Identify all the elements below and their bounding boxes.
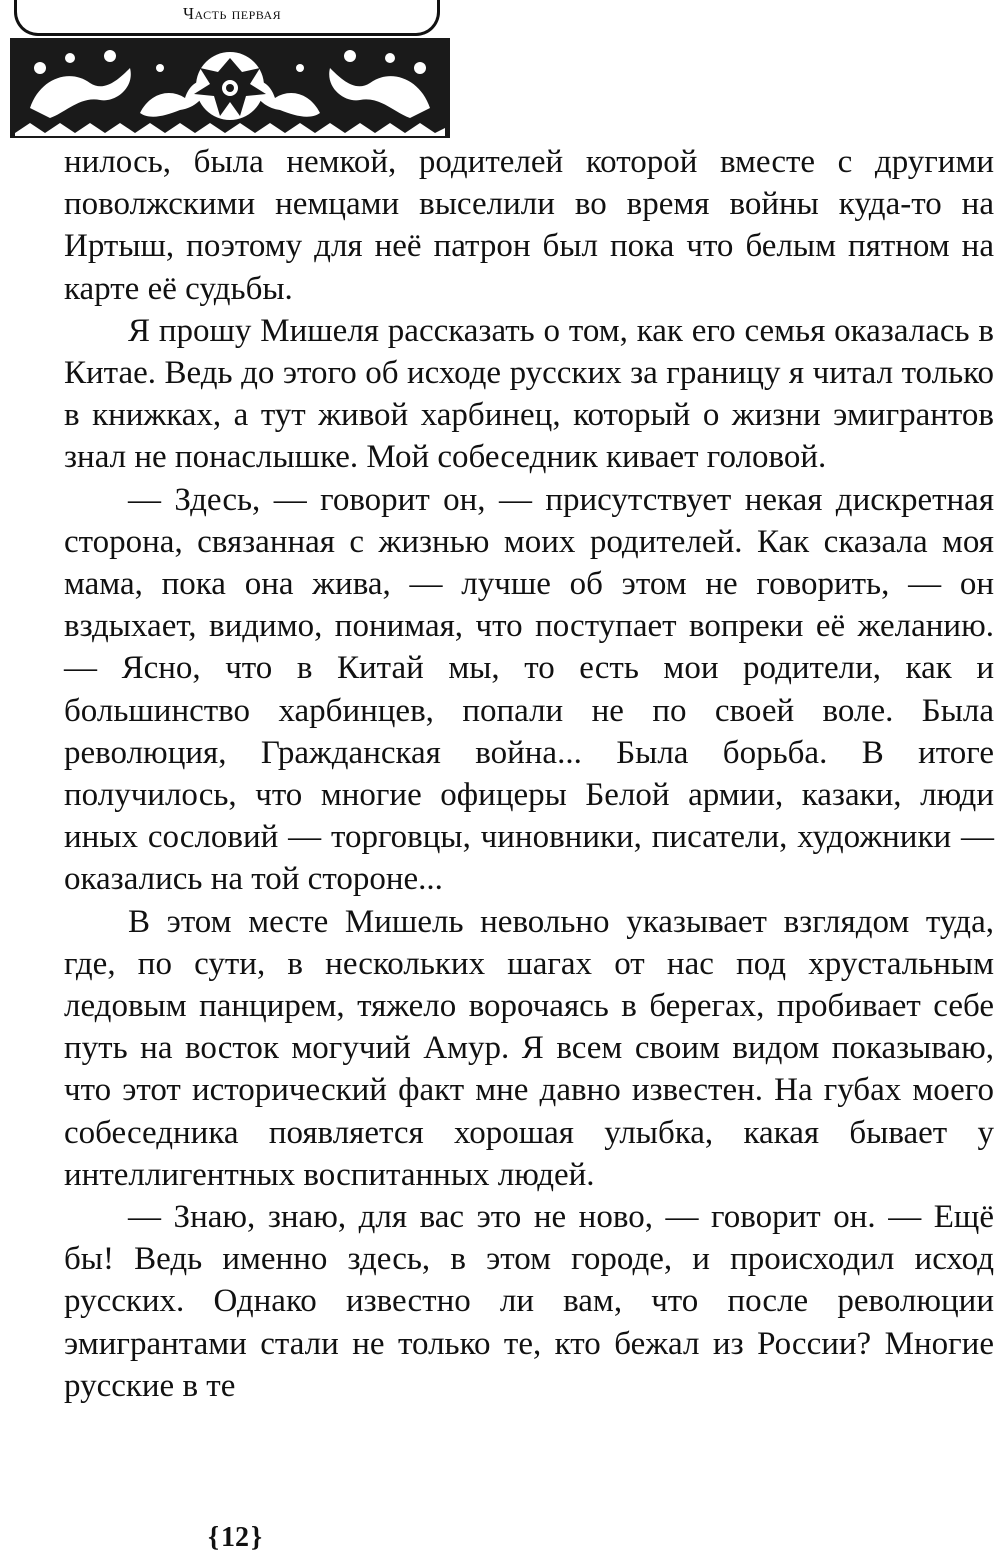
dragons-eagle-ornament <box>10 38 450 138</box>
section-title: Часть первая <box>183 4 282 23</box>
paragraph: Я прошу Мишеля рассказать о том, как его семья оказалась в Китае. Ведь до этого об исходе русских за границу я читал только в книжках, а тут живой харбинец, который о жизни эмигрантов знал не понаслышке. Мой собеседник кивает головой. <box>64 312 994 476</box>
page-number: { 12 } <box>208 1522 262 1554</box>
paragraph: В этом месте Мишель невольно указывает взглядом туда, где, по сути, в нескольких шагах от нас под хрустальным ледовым панцирем, тяжело ворочаясь в берегах, пробивает себе путь на восток могучий Амур. Я всем своим видом показываю, что этот исторический факт мне давно известен. На губах моего собеседника появляется хорошая улыбка, какая бывает у интеллигентных воспитанных людей. <box>64 903 994 1193</box>
running-header <box>0 0 460 140</box>
paragraph: — Знаю, знаю, для вас это не ново, — говорит он. — Ещё бы! Ведь именно здесь, в этом городе, и происходил исход русских. Однако известно ли вам, что после революции эмигрантами стали не только те, кто бежал из России? Многие русские в те <box>64 1199 994 1404</box>
header-tab-frame <box>14 0 440 36</box>
body-text <box>64 141 994 1407</box>
paragraph: — Здесь, — говорит он, — присутствует некая дискретная сторона, связанная с жизнью моих родителей. Как сказала моя мама, пока она жива, — лучше об этом не говорить, — он вздыхает, видимо, понимая, что поступает вопреки её желанию. — Ясно, что в Китай мы, то есть мои родители, как и большинство харбинцев, попали не по своей воле. Была революция, Гражданская война... Была борьба. В итоге получилось, что многие офицеры Белой армии, казаки, люди иных сословий — торговцы, чиновники, писатели, художники — оказались на той стороне... <box>64 481 994 898</box>
paragraph: нилось, была немкой, родителей которой вместе с другими поволжскими немцами выселили во время войны куда-то на Иртыш, поэтому для неё патрон был пока что белым пятном на карте её судьбы. <box>64 144 994 307</box>
